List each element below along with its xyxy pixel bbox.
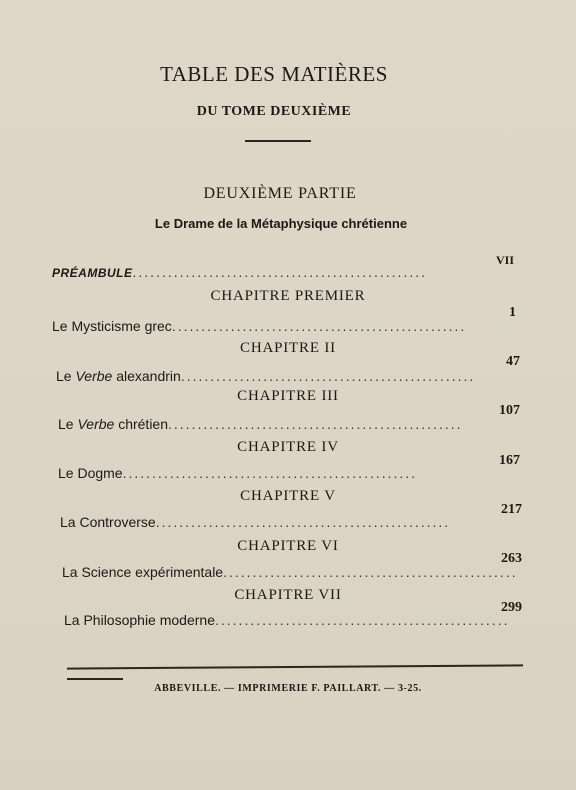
toc-entry (64, 612, 510, 628)
chapter-heading: CHAPITRE V (240, 488, 336, 504)
toc-entry-preamble (52, 264, 433, 280)
page-number: 217 (501, 502, 522, 517)
printer-imprint: ABBEVILLE. — IMPRIMERIE F. PAILLART. — 3-25. (154, 683, 422, 694)
chapter-heading: CHAPITRE II (240, 340, 336, 356)
page-number: 47 (506, 354, 520, 369)
page-number: 1 (509, 305, 516, 320)
chapter-heading: CHAPITRE VII (234, 587, 342, 603)
dot-leader: .................................................. (171, 318, 467, 334)
toc-entry (60, 514, 451, 530)
page-number: 299 (501, 600, 522, 615)
dot-leader: .................................................. (132, 264, 427, 280)
page-title: TABLE DES MATIÈRES (160, 62, 388, 86)
dot-leader: .................................................. (155, 514, 451, 530)
page-number: VII (495, 253, 514, 267)
toc-entry (58, 465, 443, 481)
entry-title: La Science expérimentale (62, 564, 224, 580)
toc-entry: Le Verbe chrétien.................................................. (58, 416, 463, 432)
part-subtitle: Le Drame de la Métaphysique chrétienne (154, 216, 408, 231)
footer-rule (67, 664, 523, 669)
entry-title: Le Dogme (58, 465, 123, 481)
dot-leader: .................................................. (215, 612, 510, 628)
chapter-heading: CHAPITRE PREMIER (210, 288, 366, 304)
toc-entry: Le Verbe alexandrin.................................................. (56, 368, 476, 384)
page-subtitle: DU TOME DEUXIÈME (196, 104, 352, 119)
entry-title: Le Mysticisme grec (52, 318, 172, 334)
footer-rule-accent (67, 678, 123, 680)
page-number: 107 (499, 403, 520, 418)
dot-leader: .................................................. (168, 416, 463, 432)
dot-leader: .................................................. (223, 564, 518, 580)
toc-entry (62, 564, 518, 580)
entry-title: Le (58, 416, 78, 432)
page-number: 167 (499, 453, 520, 468)
chapter-heading: CHAPITRE III (237, 388, 339, 404)
part-title: DEUXIÈME PARTIE (203, 185, 357, 202)
entry-title: La Philosophie moderne (64, 612, 215, 628)
dot-leader: .................................................. (122, 465, 418, 481)
entry-title: Le (56, 368, 76, 384)
page-number: 263 (501, 551, 522, 566)
title-divider (245, 140, 311, 142)
chapter-heading: CHAPITRE VI (237, 538, 339, 554)
chapter-heading: CHAPITRE IV (237, 439, 339, 455)
dot-leader: .................................................. (180, 368, 476, 384)
toc-entry (52, 318, 467, 334)
entry-title: La Controverse (60, 514, 156, 530)
preamble-label: PRÉAMBULE (52, 266, 133, 280)
